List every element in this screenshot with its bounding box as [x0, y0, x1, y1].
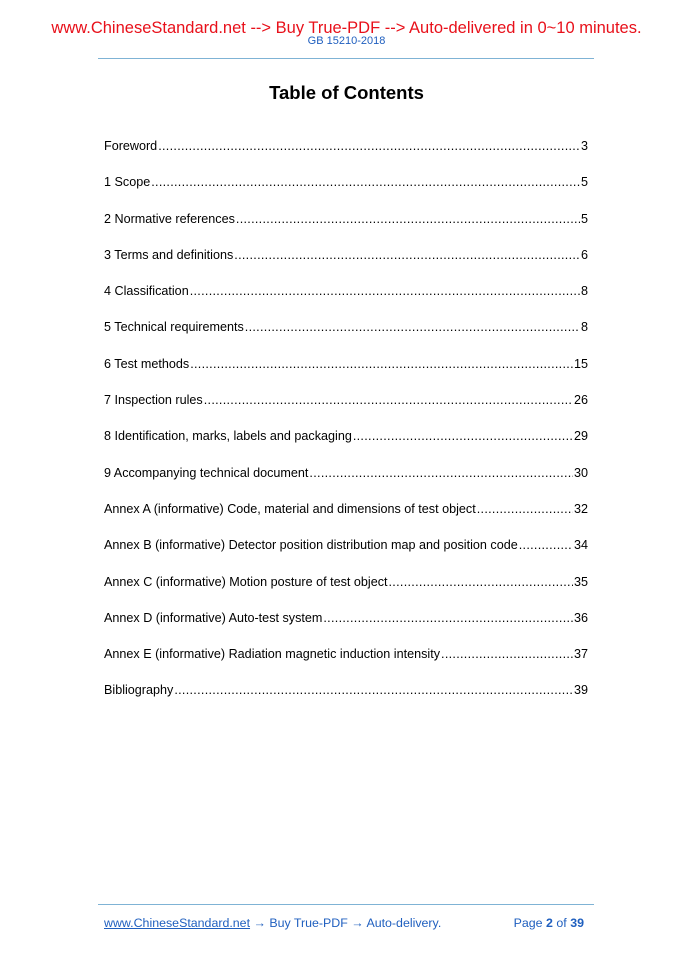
dot-leader [174, 682, 573, 698]
toc-entry-title: 9 Accompanying technical document [104, 465, 309, 480]
promo-banner[interactable]: www.ChineseStandard.net --> Buy True-PDF --> Auto-delivered in 0~10 minutes. [51, 19, 642, 37]
page-title: Table of Contents [269, 82, 424, 103]
toc-entry-page: 36 [573, 610, 588, 625]
arrow-right-icon: → [253, 916, 266, 930]
toc-entry-title: 6 Test methods [104, 356, 190, 371]
footer-promo [104, 916, 441, 931]
toc-entry-title: Annex C (informative) Motion posture of test object [104, 574, 388, 589]
toc-entry-page: 3 [580, 139, 588, 153]
toc-entry[interactable] [104, 682, 588, 718]
header-divider [98, 58, 594, 59]
delivery-text: Auto-delivery. [366, 916, 442, 930]
toc-entry-title: Annex B (informative) Detector position distribution map and position code [104, 538, 518, 553]
toc-entry[interactable] [104, 138, 588, 174]
toc-entry-title: Annex D (informative) Auto-test system [104, 610, 323, 625]
toc-entry-title: 3 Terms and definitions [104, 247, 234, 262]
toc-entry[interactable] [104, 392, 588, 428]
buy-text: Buy True-PDF [269, 916, 348, 930]
page-indicator [514, 916, 584, 931]
dot-leader [158, 138, 580, 154]
toc-entry-page: 29 [573, 429, 588, 444]
toc-entry[interactable] [104, 501, 588, 537]
dot-leader [323, 610, 573, 626]
site-link[interactable]: www.ChineseStandard.net [104, 916, 251, 930]
toc-entry-title: Bibliography [104, 683, 174, 698]
toc-entry[interactable] [104, 356, 588, 392]
toc-entry-title: Annex E (informative) Radiation magnetic induction intensity [104, 647, 441, 662]
dot-leader [190, 356, 573, 372]
arrow-right-icon: → [351, 916, 364, 930]
standard-code: GB 15210-2018 [307, 35, 386, 47]
dot-leader [234, 247, 580, 263]
toc-entry-title: 5 Technical requirements [104, 320, 244, 335]
dot-leader [477, 501, 573, 517]
toc-entry[interactable] [104, 610, 588, 646]
toc-entry[interactable] [104, 646, 588, 682]
toc-entry-title: 7 Inspection rules [104, 393, 203, 408]
toc-entry[interactable] [104, 574, 588, 610]
toc-entry[interactable] [104, 283, 588, 319]
toc-entry-title: 8 Identification, marks, labels and packaging [104, 429, 352, 444]
toc-entry-page: 5 [580, 175, 588, 190]
table-of-contents [104, 138, 588, 719]
toc-entry-page: 6 [580, 247, 588, 262]
toc-entry-title: Foreword [104, 139, 158, 153]
toc-entry[interactable] [104, 428, 588, 464]
toc-entry[interactable] [104, 537, 588, 573]
toc-entry-title: 4 Classification [104, 284, 189, 299]
dot-leader [389, 574, 573, 590]
dot-leader [236, 211, 580, 227]
toc-entry-page: 5 [580, 211, 588, 226]
page-current: 2 [546, 916, 553, 930]
toc-entry[interactable] [104, 465, 588, 501]
of-label: of [556, 916, 567, 930]
page-total: 39 [570, 916, 584, 930]
toc-entry[interactable] [104, 319, 588, 355]
toc-entry-title: 2 Normative references [104, 211, 235, 226]
toc-entry-page: 39 [573, 683, 588, 698]
toc-entry-title: Annex A (informative) Code, material and dimensions of test object [104, 501, 476, 516]
toc-entry[interactable] [104, 247, 588, 283]
dot-leader [245, 319, 580, 335]
toc-entry-page: 37 [573, 647, 588, 662]
toc-entry-title: 1 Scope [104, 175, 151, 190]
toc-entry-page: 34 [573, 538, 588, 553]
toc-entry[interactable] [104, 211, 588, 247]
dot-leader [353, 428, 573, 444]
dot-leader [309, 465, 573, 481]
page-label: Page [513, 916, 543, 930]
toc-entry-page: 30 [573, 465, 588, 480]
toc-entry-page: 8 [580, 284, 588, 299]
toc-entry-page: 15 [573, 356, 588, 371]
dot-leader [441, 646, 573, 662]
toc-entry-page: 8 [580, 320, 588, 335]
dot-leader [204, 392, 573, 408]
toc-entry-page: 32 [573, 501, 588, 516]
dot-leader [151, 174, 580, 190]
toc-entry-page: 35 [573, 574, 588, 589]
toc-entry-page: 26 [573, 393, 588, 408]
dot-leader [190, 283, 580, 299]
footer-divider [98, 904, 594, 905]
dot-leader [519, 537, 573, 553]
toc-entry[interactable] [104, 174, 588, 210]
